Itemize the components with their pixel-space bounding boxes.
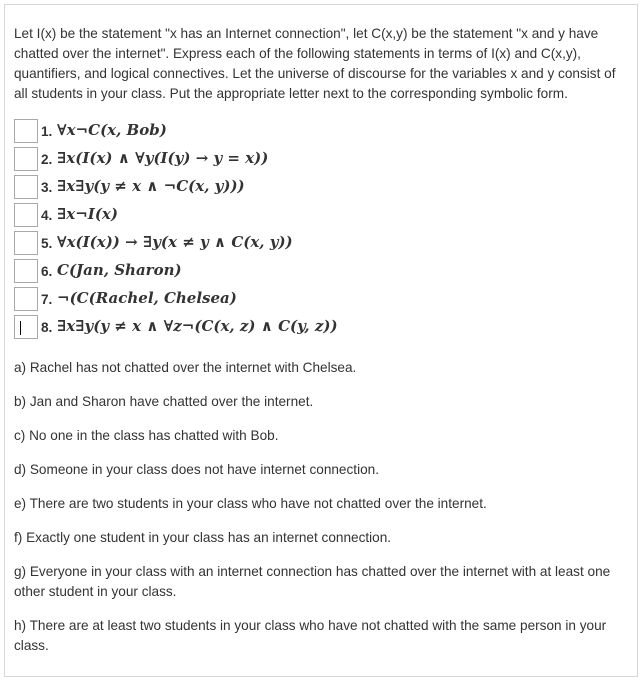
item-number: 2. [41,152,53,167]
answer-box-7[interactable] [14,287,38,311]
answer-box-8[interactable] [14,315,38,339]
answer-box-3[interactable] [14,175,38,199]
answer-box-1[interactable] [14,119,38,143]
symbolic-form: ∀x(I(x)) → ∃y(x ≠ y ∧ C(x, y)) [57,233,293,251]
symbolic-form: ¬(C(Rachel, Chelsea) [57,289,237,307]
answer-box-6[interactable] [14,259,38,283]
question-text: Let I(x) be the statement "x has an Internet connection", let C(x,y) be the statement "x and y have chatted over the internet". Express each of the following statements in terms of I(x) and C(x,y), quantifiers, and logical connectives. Let the universe of discourse for the variables x and y consist of all students in your class. Put the appropriate letter next to the corresponding symbolic form. [14,26,616,101]
item-number: 5. [41,236,53,251]
statement-d: d) Someone in your class does not have internet connection. [14,462,379,477]
statement-g: g) Everyone in your class with an internet connection has chatted over the internet with at least one other student in your class. [14,564,611,599]
statement-h: h) There are at least two students in your class who have not chatted with the same person in your class. [14,618,607,653]
answer-box-4[interactable] [14,203,38,227]
symbolic-form: ∃x(I(x) ∧ ∀y(I(y) → y = x)) [57,149,269,167]
statement-b: b) Jan and Sharon have chatted over the internet. [14,394,314,409]
item-number: 3. [41,180,53,195]
item-number: 7. [41,292,53,307]
symbolic-form: ∃x¬I(x) [57,205,118,223]
item-number: 1. [41,124,53,139]
symbolic-form: C(Jan, Sharon) [57,261,182,279]
match-item-8 [14,315,414,341]
symbolic-form: ∃x∃y(y ≠ x ∧ ¬C(x, y))) [57,177,245,195]
match-item-1 [14,119,414,145]
text-cursor [20,321,21,335]
item-number: 6. [41,264,53,279]
statement-a: a) Rachel has not chatted over the internet with Chelsea. [14,360,357,375]
symbolic-form: ∀x¬C(x, Bob) [57,121,167,139]
match-item-3 [14,175,414,201]
symbolic-form: ∃x∃y(y ≠ x ∧ ∀z¬(C(x, z) ∧ C(y, z)) [57,317,338,335]
answer-box-2[interactable] [14,147,38,171]
match-item-2 [14,147,414,173]
statement-e: e) There are two students in your class who have not chatted over the internet. [14,496,487,511]
answer-box-5[interactable] [14,231,38,255]
statement-f: f) Exactly one student in your class has an internet connection. [14,530,392,545]
match-item-6 [14,259,414,285]
match-item-7 [14,287,414,313]
item-number: 4. [41,208,53,223]
item-number: 8. [41,320,53,335]
match-item-5 [14,231,414,257]
statement-c: c) No one in the class has chatted with Bob. [14,428,279,443]
match-item-4 [14,203,414,229]
